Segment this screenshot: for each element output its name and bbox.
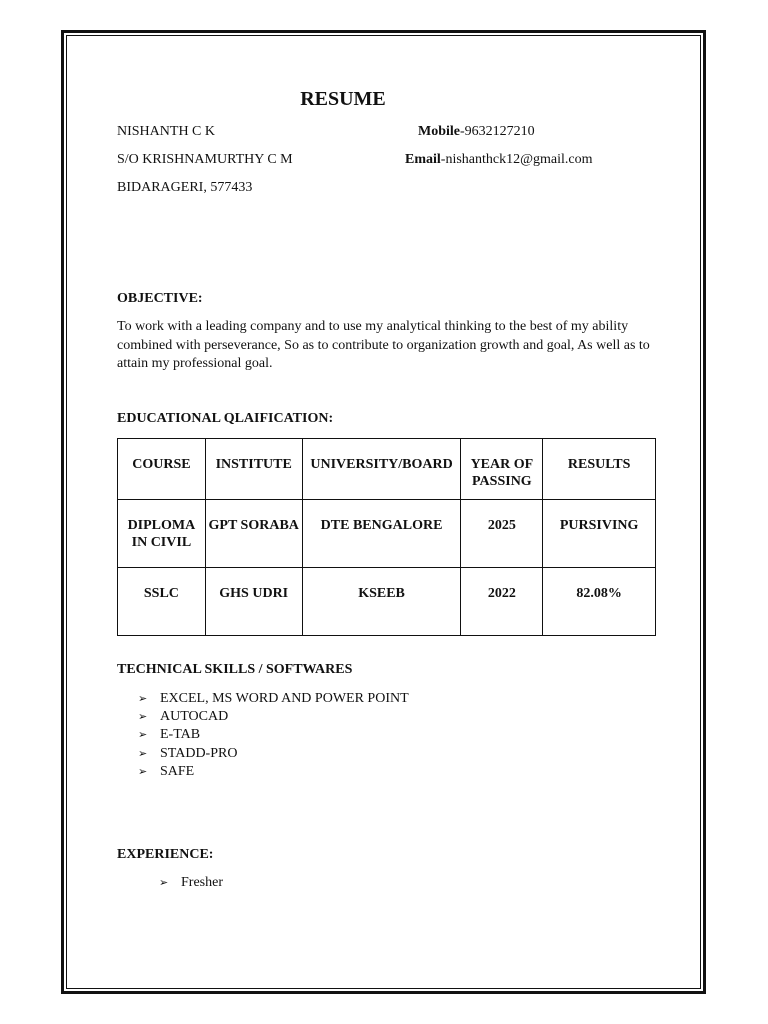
- table-header-row: [118, 439, 656, 500]
- table-row: [118, 568, 656, 636]
- objective-heading: OBJECTIVE:: [117, 291, 203, 306]
- address: BIDARAGERI, 577433: [117, 180, 253, 195]
- list-item: [138, 763, 409, 781]
- objective-text: To work with a leading company and to use my analytical thinking to the best of my ability combined with perseverance, So as to contribute to organization growth and goal, As well as to attain my professional goal.: [117, 319, 650, 371]
- arrow-bullet-icon: ➢: [138, 764, 148, 778]
- table-header-cell: UNIVERSITY/BOARD: [302, 439, 461, 500]
- skill-label: SAFE: [160, 763, 195, 779]
- education-heading: EDUCATIONAL QLAIFICATION:: [117, 411, 334, 426]
- arrow-bullet-icon: ➢: [138, 692, 148, 705]
- experience-list: [159, 874, 223, 892]
- table-header-cell: YEAR OF PASSING: [461, 439, 543, 500]
- email-label: Email: [405, 152, 441, 167]
- table-cell: 2025: [461, 500, 543, 568]
- list-item: [138, 690, 409, 708]
- arrow-bullet-icon: ➢: [138, 746, 148, 760]
- candidate-name: NISHANTH C K: [117, 124, 215, 139]
- experience-heading: EXPERIENCE:: [117, 847, 214, 862]
- list-item: [138, 708, 409, 726]
- list-item: [138, 726, 409, 744]
- table-header-cell: COURSE: [118, 439, 206, 500]
- table-cell: SSLC: [118, 568, 206, 636]
- list-item: [159, 874, 223, 892]
- table-cell: GHS UDRI: [205, 568, 302, 636]
- arrow-bullet-icon: ➢: [138, 710, 148, 724]
- skill-label: EXCEL, MS WORD AND POWER POINT: [160, 691, 409, 706]
- mobile-line: [418, 123, 535, 141]
- skill-label: AUTOCAD: [160, 709, 229, 725]
- education-table: [117, 438, 656, 636]
- arrow-bullet-icon: ➢: [159, 876, 169, 889]
- resume-title: RESUME: [300, 88, 386, 110]
- table-cell: KSEEB: [302, 568, 461, 636]
- list-item: [138, 745, 409, 763]
- table-row: [118, 500, 656, 568]
- table-cell: 82.08%: [543, 568, 656, 636]
- table-cell: DTE BENGALORE: [302, 500, 461, 568]
- table-header-cell: RESULTS: [543, 439, 656, 500]
- email-line: [405, 151, 592, 169]
- email-value: -nishanthck12@gmail.com: [440, 152, 593, 167]
- table-header-cell: INSTITUTE: [205, 439, 302, 500]
- skill-label: STADD-PRO: [160, 745, 238, 761]
- table-cell: DIPLOMA IN CIVIL: [118, 500, 206, 568]
- skills-heading: TECHNICAL SKILLS / SOFTWARES: [117, 662, 353, 677]
- skills-list: [138, 690, 409, 781]
- skill-label: E-TAB: [160, 727, 201, 743]
- table-cell: 2022: [461, 568, 543, 636]
- arrow-bullet-icon: ➢: [138, 728, 148, 742]
- table-cell: PURSIVING: [543, 500, 656, 568]
- experience-label: Fresher: [181, 875, 223, 890]
- mobile-value: -9632127210: [460, 124, 535, 139]
- mobile-label: Mobile: [418, 124, 460, 139]
- table-cell: GPT SORABA: [205, 500, 302, 568]
- parent-name: S/O KRISHNAMURTHY C M: [117, 152, 293, 167]
